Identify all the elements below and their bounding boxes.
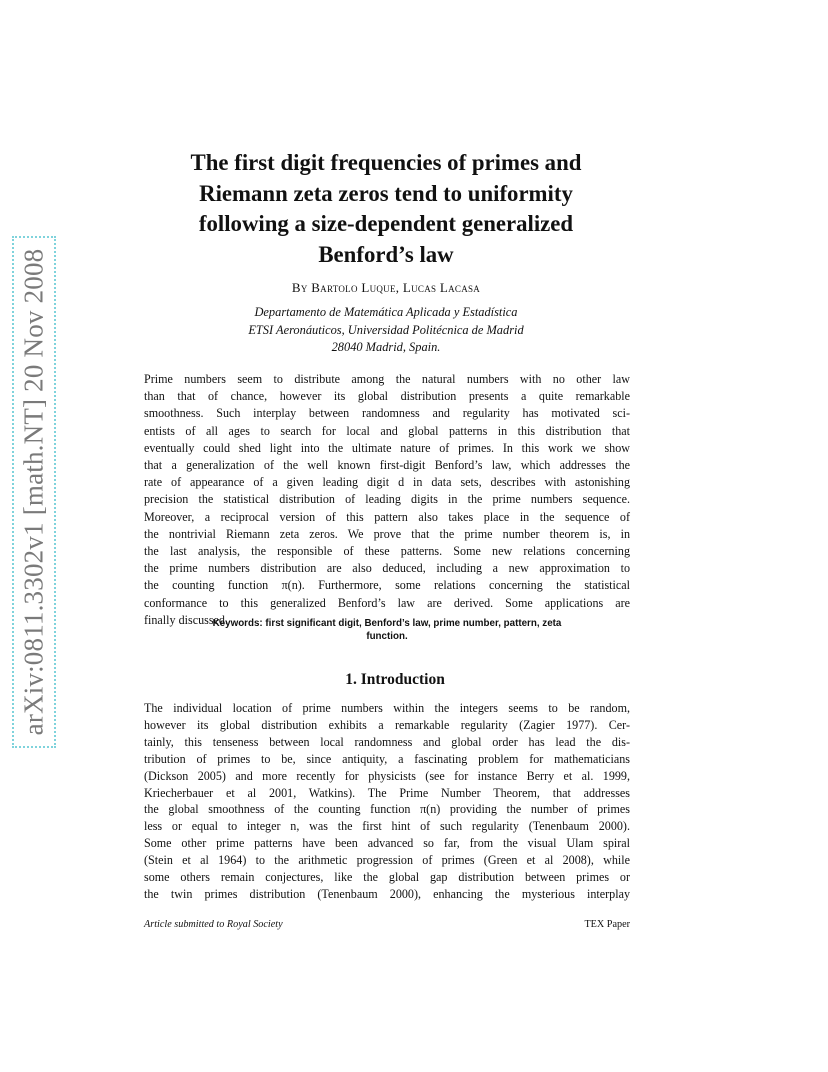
abstract-line: eventually could shed light into the ultimate nature of primes. In this work we show xyxy=(144,440,630,455)
body-line: (Dickson 2005) and more recently for physicists (see for instance Berry et al. 1999, xyxy=(144,768,630,783)
body-line: the twin primes distribution (Tenenbaum 2000), enhancing the mysterious interplay xyxy=(144,886,630,901)
abstract-line: the counting function π(n). Furthermore, some relations concerning the statistical xyxy=(144,578,630,593)
body-line: the global smoothness of the counting function π(n) providing the number of primes xyxy=(144,802,630,817)
body-line: Some other prime patterns have been advanced so far, from the visual Ulam spiral xyxy=(144,836,630,851)
abstract xyxy=(144,371,630,629)
body-line: less or equal to integer n, was the first hint of such regularity (Tenenbaum 2000). xyxy=(144,819,630,834)
body-line: (Stein et al 1964) to the arithmetic progression of primes (Green et al 2008), while xyxy=(144,853,630,868)
keywords-line: function. xyxy=(366,630,408,642)
body-line: The individual location of prime numbers within the integers seems to be random, xyxy=(144,701,630,715)
abstract-line: rate of appearance of a given leading digit d in data sets, describes with astonishing xyxy=(144,475,630,490)
arxiv-identifier-text: arXiv:0811.3302v1 [math.NT] 20 Nov 2008 xyxy=(18,248,49,736)
affiliation-line: Departamento de Matemática Aplicada y Estadística xyxy=(254,305,518,319)
abstract-line: entists of all ages to search for local and global patterns in this distribution that xyxy=(144,423,630,438)
title-line: Benford’s law xyxy=(318,241,454,267)
abstract-line: finally discussed. xyxy=(144,612,228,627)
body-line: tainly, this tenseness between local randomness and global order has lead the dis- xyxy=(144,734,630,749)
abstract-line: the nontrivial Riemann zeta zeros. We prove that the prime number theorem is, in xyxy=(144,526,630,541)
title-line: The first digit frequencies of primes and xyxy=(190,150,582,175)
keywords-line: Keywords: first significant digit, Benford’s law, prime number, pattern, zeta xyxy=(212,618,562,629)
abstract-line: Prime numbers seem to distribute among the natural numbers with no other law xyxy=(144,372,630,386)
abstract-line: the prime numbers distribution are also deduced, including a new approximation to xyxy=(144,561,630,576)
affiliation xyxy=(130,304,642,357)
affiliation-line: 28040 Madrid, Spain. xyxy=(331,340,441,354)
title-line: following a size-dependent generalized xyxy=(198,211,574,236)
abstract-line: Moreover, a reciprocal version of this pattern also takes place in the sequence of xyxy=(144,509,630,524)
footer-tex-paper: TEX Paper xyxy=(584,919,630,930)
title-line: Riemann zeta zeros tend to uniformity xyxy=(199,180,573,206)
abstract-line: smoothness. Such interplay between randomness and regularity has motivated sci- xyxy=(144,406,630,421)
footer-submission-note: Article submitted to Royal Society xyxy=(144,919,283,930)
body-line: Kriecherbauer et al 2001, Watkins). The Prime Number Theorem, that addresses xyxy=(144,785,630,800)
body-line: however its global distribution exhibits a remarkable regularity (Zagier 1977). Cer- xyxy=(144,717,630,732)
affiliation-line: ETSI Aeronáuticos, Universidad Politécnica de Madrid xyxy=(248,322,524,337)
abstract-line: that a generalization of the well known first-digit Benford’s law, which addresses the xyxy=(144,458,630,473)
abstract-line: the last analysis, the responsible of these patterns. Some new relations concerning xyxy=(144,544,630,559)
body-line: tribution of primes to be, since antiquity, a fascinating problem for mathematicians xyxy=(144,751,630,766)
arxiv-identifier-stamp xyxy=(12,236,56,748)
keywords xyxy=(160,618,614,643)
section-heading: 1. Introduction xyxy=(345,671,445,688)
abstract-line: than that of chance, however its global distribution presents a quite remarkable xyxy=(144,389,630,404)
paper-title xyxy=(130,148,642,270)
author-line: By Bartolo Luque, Lucas Lacasa xyxy=(291,280,481,295)
abstract-line: precision the statistical distribution of leading digits in the prime numbers sequence. xyxy=(144,492,630,507)
introduction-text xyxy=(144,700,630,903)
abstract-line: conformance to this generalized Benford’s law are derived. Some applications are xyxy=(144,595,630,610)
body-line: some others remain conjectures, like the global gap distribution between primes or xyxy=(144,870,630,885)
